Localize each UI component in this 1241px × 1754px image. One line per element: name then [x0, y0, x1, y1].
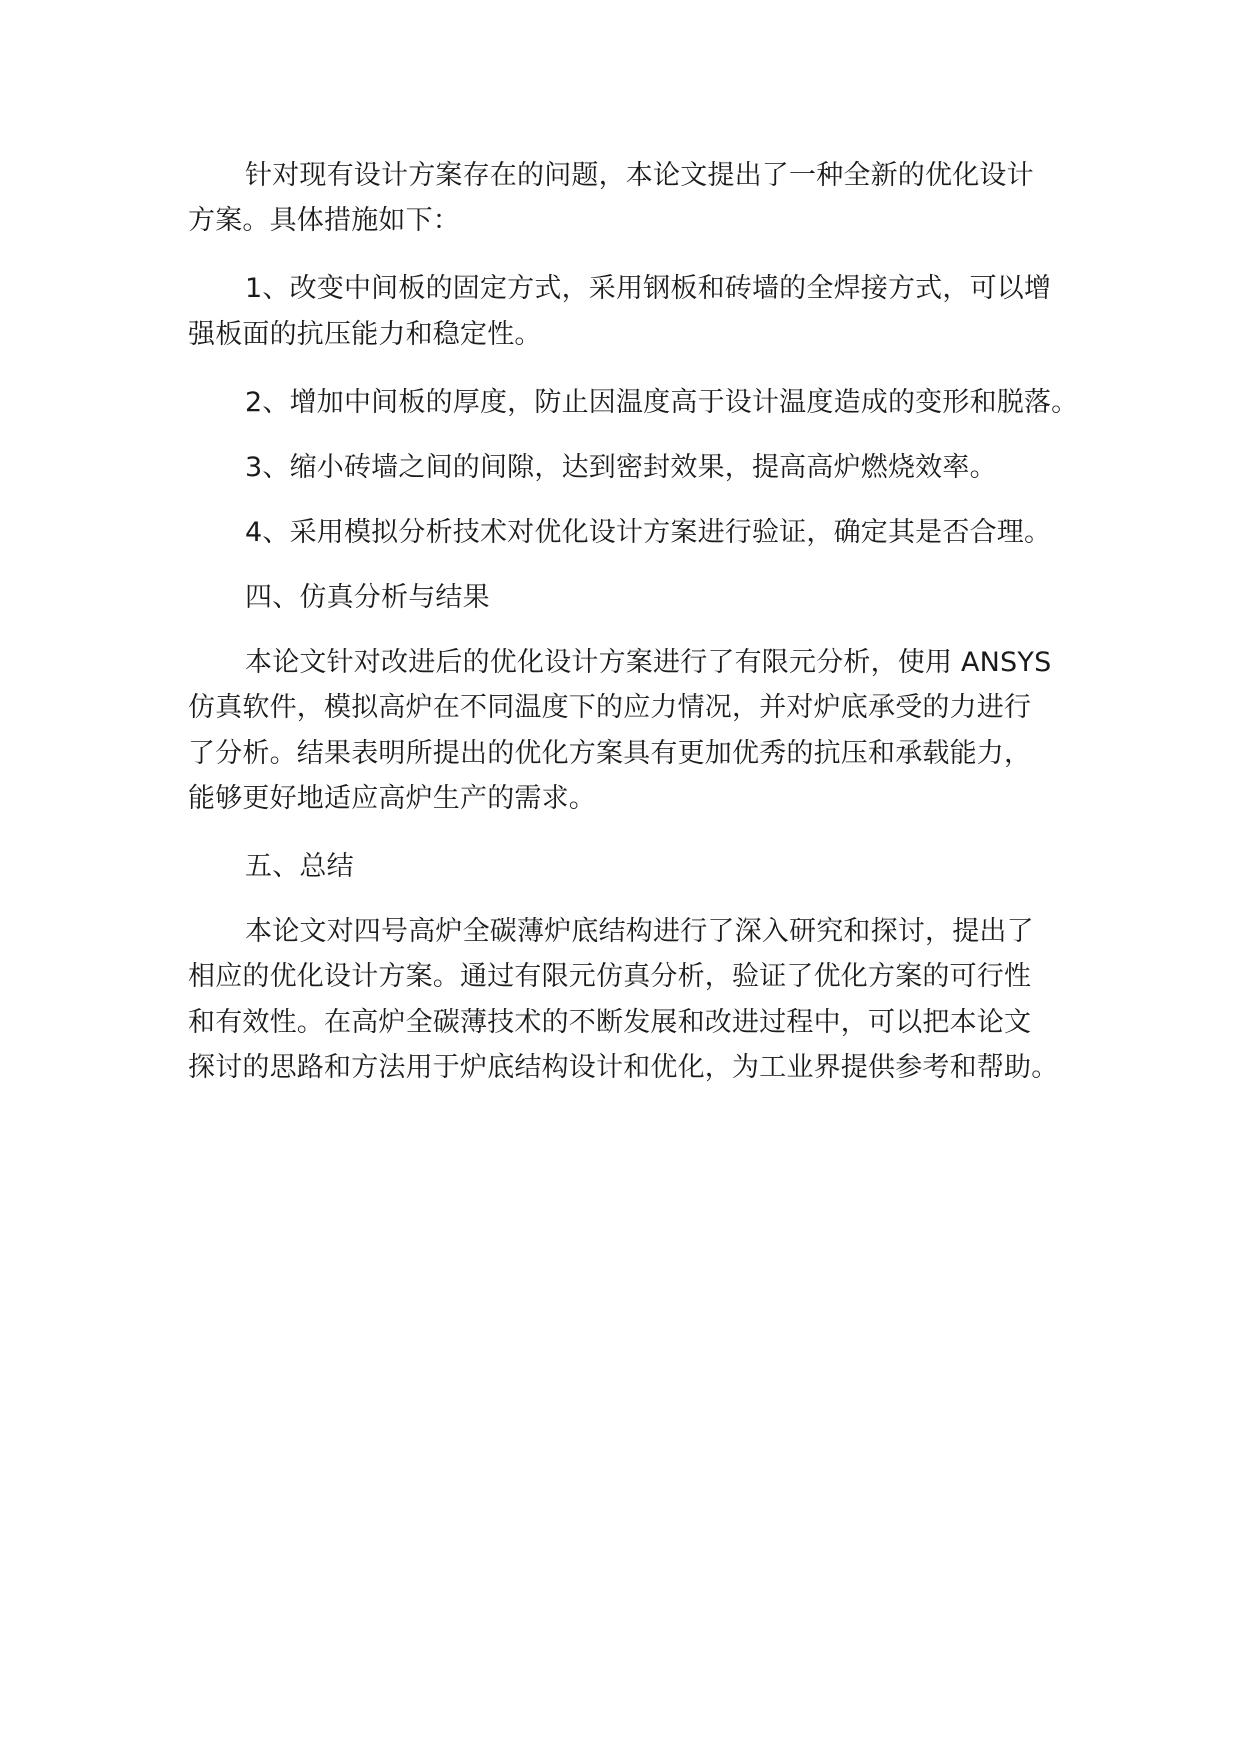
measure-2: 2、增加中间板的厚度，防止因温度高于设计温度造成的变形和脱落。 [245, 387, 1079, 418]
section-heading-summary: 五、总结 [245, 851, 354, 882]
paragraph-simulation-line-1: 本论文针对改进后的优化设计方案进行了有限元分析，使用 ANSYS [245, 647, 1052, 678]
paragraph-summary-line-1: 本论文对四号高炉全碳薄炉底结构进行了深入研究和探讨，提出了 [245, 916, 1034, 947]
paragraph-intro-line-2: 方案。具体措施如下： [188, 205, 460, 236]
measure-4: 4、采用模拟分析技术对优化设计方案进行验证，确定其是否合理。 [245, 517, 1052, 548]
paragraph-summary-line-2: 相应的优化设计方案。通过有限元仿真分析，验证了优化方案的可行性 [188, 961, 1032, 992]
paragraph-simulation-line-4: 能够更好地适应高炉生产的需求。 [188, 783, 596, 814]
paragraph-summary-line-4: 探讨的思路和方法用于炉底结构设计和优化，为工业界提供参考和帮助。 [188, 1052, 1059, 1083]
paragraph-simulation-line-3: 了分析。结果表明所提出的优化方案具有更加优秀的抗压和承载能力， [188, 738, 1032, 769]
measure-3: 3、缩小砖墙之间的间隙，达到密封效果，提高高炉燃烧效率。 [245, 452, 997, 483]
measure-1-line-2: 强板面的抗压能力和稳定性。 [188, 319, 542, 350]
paragraph-simulation-line-2: 仿真软件，模拟高炉在不同温度下的应力情况，并对炉底承受的力进行 [188, 692, 1032, 723]
paragraph-summary-line-3: 和有效性。在高炉全碳薄技术的不断发展和改进过程中，可以把本论文 [188, 1007, 1032, 1038]
measure-1-line-1: 1、改变中间板的固定方式，采用钢板和砖墙的全焊接方式，可以增 [245, 273, 1052, 304]
paragraph-intro-line-1: 针对现有设计方案存在的问题，本论文提出了一种全新的优化设计 [245, 160, 1034, 191]
section-heading-simulation: 四、仿真分析与结果 [245, 582, 490, 613]
